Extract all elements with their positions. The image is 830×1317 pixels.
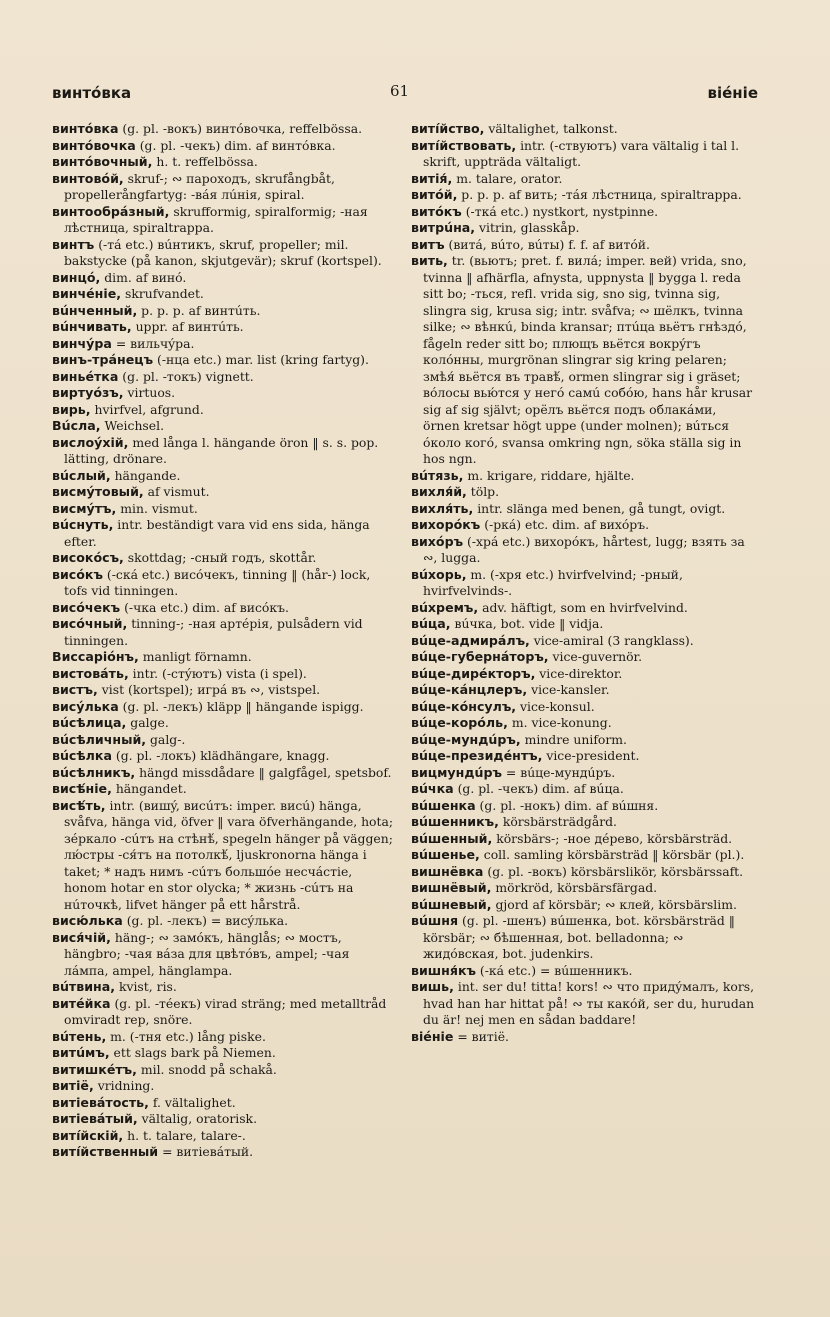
entry-definition: körsbärs-; -ное дéрево, körsbärsträd. [492,830,733,846]
dictionary-entry [52,1062,396,1079]
entry-definition: tinning-; -ная артéрія, pulsådern vid tinningen. [64,616,363,648]
dictionary-entry [411,517,755,534]
entry-headword: винтóвочка [52,137,136,153]
dictionary-entry [52,699,396,716]
entry-definition: vice-president. [542,748,640,763]
dictionary-entry [52,781,396,798]
entry-headword: вúхорь, [411,566,467,582]
dictionary-entry [52,121,396,138]
entry-definition: hvirfvel, afgrund. [90,401,204,417]
dictionary-entry [52,517,396,550]
entry-definition: manligt förnamn. [138,649,252,664]
entry-definition: tr. (вьютъ; pret. f. вилá; imper. вей) vrida, sno, tvinna ‖ afhärfla, afnysta, uppnysta ‖ bygga l. reda sitt bo; -ться, refl. vrida sig, sno sig, tvinna sig, slingra sig, krusa sig; intr. svåfva; ∾ шёлкъ, tvinna silke; ∾ вѣнкú, binda kransar; птúца вьётъ гнѣздó, fågeln reder sitt bo; плющъ вьётся вокрýгъ колóнны, murgrönan slingrar sig kring pelaren; змѣя́ вьётся въ травѣ́, ormen slingrar sig i gräset; вóлосы вью́тся у негó самú собóю, hans hår krusar sig af sig självt; орёлъ вьётся подъ облакáми, örnen kretsar högt uppe (under molnen); вúться óколо когó, svansa omkring ngn, söka ställa sig in hos ngn. [423,253,753,466]
entry-headword: висóчный, [52,616,128,631]
dictionary-entry [411,831,755,848]
dictionary-entry [411,649,755,666]
left-column [52,121,396,1161]
entry-headword: вúнченный, [52,302,138,318]
dictionary-entry [52,484,396,501]
dictionary-entry [52,171,396,204]
dictionary-entry [411,600,755,617]
entry-headword: витóкъ [411,203,462,219]
dictionary-entry [411,220,755,237]
dictionary-entry [52,666,396,683]
entry-headword: винчýра [52,335,112,351]
entry-definition: f. vältalighet. [148,1094,236,1110]
entry-definition: tölp. [466,484,500,499]
page-header [52,78,758,106]
entry-headword: вихля́ть, [411,500,474,516]
entry-definition: p. p. p. af винтúть. [137,302,261,318]
dictionary-entry [411,798,755,815]
entry-definition: m. vice-konung. [507,715,612,730]
entry-definition: hängd missdådare ‖ galgfågel, spetsbof. [135,764,392,780]
dictionary-entry [411,864,755,881]
entry-definition: (g. pl. -вокъ) körsbärslikör, körsbärssaft. [483,863,744,879]
entry-headword: витíйствовать, [411,137,517,153]
entry-definition: m. krigare, riddare, hjälte. [463,467,635,483]
entry-headword: вúце-кáнцлеръ, [411,682,528,697]
entry-definition: uppr. af винтúть. [131,319,244,334]
entry-definition: vice-amiral (3 rangklass). [529,632,694,648]
dictionary-entry [52,1144,396,1161]
dictionary-entry [411,781,755,798]
entry-headword: вúце-губернáторъ, [411,649,549,664]
entry-headword: Виссаріóнъ, [52,649,139,664]
dictionary-entry [52,682,396,699]
entry-headword: вúсѣлка [52,748,112,763]
dictionary-entry [52,1111,396,1128]
entry-definition: coll. samling körsbärsträd ‖ körsbär (pl.). [479,847,745,862]
entry-headword: витрúна, [411,220,476,235]
dictionary-entry [52,1029,396,1046]
entry-headword: виртуóзъ, [52,385,124,400]
dictionary-entry [411,468,755,485]
dictionary-entry [52,1078,396,1095]
entry-definition: вúчка, bot. vide ‖ vidja. [450,616,604,631]
entry-definition: mörkröd, körsbärsfärgad. [491,880,658,895]
entry-headword: винтовóй, [52,170,124,186]
entry-headword: витúмъ, [52,1045,110,1060]
entry-headword: винъ-трáнецъ [52,352,154,367]
entry-definition: = вильчýра. [111,335,195,351]
entry-definition: = вúце-мундúръ. [501,764,616,780]
dictionary-entry [411,237,755,254]
dictionary-entry [52,385,396,402]
dictionary-entry [411,171,755,188]
entry-headword: вить, [411,253,448,268]
entry-headword: витóй, [411,187,458,202]
dictionary-entry [52,154,396,171]
entry-definition: h. t. talare, talare-. [123,1127,246,1143]
entry-definition: skottdag; -сный годъ, skottår. [123,550,317,565]
entry-definition: skrufvandet. [121,286,204,301]
entry-definition: skrufformig, spiralformig; -ная лѣстница, spiraltrappa. [64,203,368,235]
entry-definition: vältalig, oratorisk. [137,1111,258,1126]
entry-headword: витіевáтый, [52,1111,138,1126]
entry-headword: вúце-корóль, [411,715,508,730]
entry-headword: винтóвочный, [52,154,153,169]
entry-headword: вúшенка [411,797,476,813]
entry-headword: вихóръ [411,533,464,549]
entry-headword: вися́чій, [52,929,111,945]
entry-definition: vitrin, glasskåp. [475,220,580,235]
entry-headword: вистовáть, [52,665,129,681]
entry-headword: Вúсла, [52,418,101,433]
entry-headword: вицмундúръ [411,764,502,780]
dictionary-entry [52,369,396,386]
entry-headword: витія́, [411,170,453,186]
entry-definition: vältalighet, talkonst. [484,121,618,136]
entry-headword: вúтвина, [52,979,116,994]
entry-headword: вúшневый, [411,896,492,912]
header-right-guide-word: віéніе [707,84,758,102]
entry-definition: (-хрá etc.) вихорóкъ, hårtest, lugg; взять за ∾, lugga. [423,533,745,565]
entry-headword: вистъ, [52,682,98,697]
dictionary-entry [411,121,755,138]
dictionary-entry [411,732,755,749]
entry-definition: intr. (-ствуютъ) vara vältalig i tal l. skrift, uppträda vältaligt. [423,137,740,169]
dictionary-entry [52,418,396,435]
entry-headword: вúшня [411,913,459,928]
dictionary-entry [52,270,396,287]
entry-definition: (g. pl. -лекъ) = висýлька. [122,913,289,928]
dictionary-entry [52,352,396,369]
entry-definition: af vismut. [143,484,210,499]
entry-headword: вúсѣлица, [52,715,127,730]
entry-definition: vice-direktor. [535,665,623,681]
dictionary-entry [52,996,396,1029]
dictionary-entry [411,633,755,650]
entry-headword: вислоýхій, [52,434,129,450]
entry-headword: вúце-мундúръ, [411,731,521,747]
dictionary-entry [52,303,396,320]
entry-definition: m. (-хря etc.) hvirfvelvind; -рный, hvirfvelvinds-. [423,566,683,598]
entry-definition: (g. pl. -нокъ) dim. af вúшня. [475,797,659,813]
entry-headword: винтообрáзный, [52,203,170,219]
entry-definition: dim. af винó. [100,269,187,285]
entry-definition: vist (kortspel); игрá въ ∾, vistspel. [97,682,321,697]
entry-definition: (g. pl. -чекъ) dim. af винтóвка. [135,137,336,153]
entry-definition: mil. snodd på schakå. [136,1061,277,1077]
entry-definition: hängandet. [111,781,187,796]
dictionary-entry [411,963,755,980]
dictionary-entry [411,979,755,1029]
entry-headword: витъ [411,236,445,252]
entry-definition: vridning. [93,1078,155,1093]
entry-definition: (-тá etc.) вúнтикъ, skruf, propeller; mil. bakstycke (på kanon, skjutgevär); skruf (kortspel). [64,236,382,268]
entry-definition: hängande. [110,467,181,483]
dictionary-entry [411,501,755,518]
dictionary-entry [411,814,755,831]
right-column [411,121,755,1045]
entry-definition: (-чка etc.) dim. af висóкъ. [120,599,289,615]
entry-headword: витіё, [52,1078,94,1093]
dictionary-entry [411,765,755,782]
entry-definition: (g. pl. -тéекъ) virad sträng; med metalltråd omviradt rep, snöre. [64,995,387,1027]
entry-headword: вишнёвый, [411,880,492,895]
dictionary-entry [411,616,755,633]
entry-definition: ett slags bark på Niemen. [109,1045,276,1060]
entry-headword: вúшенный, [411,830,493,846]
entry-headword: вúснуть, [52,517,114,532]
entry-headword: вишь, [411,979,454,994]
entry-headword: вúсѣлникъ, [52,764,136,780]
entry-definition: gjord af körsbär; ∾ клей, körsbärslim. [491,896,737,912]
dictionary-entry [411,138,755,171]
entry-definition: intr. slänga med benen, gå tungt, ovigt. [473,500,726,516]
dictionary-entry [411,666,755,683]
entry-headword: витíйскій, [52,1127,124,1143]
entry-definition: (g. pl. -чекъ) dim. af вúца. [453,781,624,796]
entry-headword: вúхремъ, [411,599,479,615]
entry-definition: intr. (вишý, висúтъ: imper. висú) hänga, svåfva, hänga vid, öfver ‖ vara öfverhängande, hota; зéркало -сúтъ на стѣнѣ́, spegeln hänger på väggen; лю́стры -ся́тъ на потолкѣ́, ljuskronorna hänga i taket; * надъ нимъ -сúтъ большóе несчáстіе, honom hotar en stor olycka; * жизнь -сúтъ на нúточкѣ, lifvet hänger på ett hårstrå. [64,797,394,912]
entry-headword: вирь, [52,401,91,417]
entry-definition: int. ser du! titta! kors! ∾ что придýмалъ, kors, hvad han har hittat på! ∾ ты какóй, ser du, hurudan du är! nej men en sådan baddare! [423,979,755,1027]
dictionary-entry [411,187,755,204]
entry-definition: (-нца etc.) mar. list (kring fartyg). [153,352,369,367]
dictionary-entry [52,1045,396,1062]
dictionary-entry [52,798,396,914]
dictionary-entry [52,1128,396,1145]
entry-definition: adv. häftigt, som en hvirfvelvind. [478,599,688,615]
dictionary-entry [52,715,396,732]
dictionary-entry [52,649,396,666]
entry-definition: häng-; ∾ замóкъ, hänglås; ∾ мостъ, hängbro; -чая вáза для цвѣтóвъ, ampel; -чая лáмпа, ampel, hänglampa. [64,929,350,978]
dictionary-entry [411,1029,755,1046]
entry-definition: (g. pl. -токъ) vignett. [118,368,254,384]
entry-definition: mindre uniform. [520,731,627,747]
entry-headword: висѣ́ніе, [52,781,112,796]
entry-headword: вúтязь, [411,467,464,483]
entry-definition: (-скá etc.) висóчекъ, tinning ‖ (hår-) lock, tofs vid tinningen. [64,566,371,598]
entry-headword: висóкъ [52,566,103,582]
entry-headword: висóчекъ [52,599,121,615]
dictionary-entry [52,600,396,617]
entry-headword: вúце-адмирáлъ, [411,632,530,648]
dictionary-entry [52,286,396,303]
entry-definition: p. p. p. af вить; -тáя лѣстница, spiraltrappa. [457,187,742,202]
entry-definition: galge. [126,715,169,730]
entry-definition: körsbärsträdgård. [498,814,617,829]
entry-headword: вúсѣличный, [52,731,147,747]
entry-definition: (-ркá) etc. dim. af вихóръ. [480,517,650,532]
entry-definition: (-кá etc.) = вúшенникъ. [475,962,633,978]
entry-headword: вишнёвка [411,863,484,879]
dictionary-entry [52,468,396,485]
header-left-guide-word: винтóвка [52,84,132,102]
dictionary-entry [411,253,755,468]
dictionary-entry [411,682,755,699]
dictionary-entry [52,979,396,996]
dictionary-entry [52,501,396,518]
entry-headword: вúтень, [52,1028,107,1044]
entry-definition: (g. pl. -вокъ) винтóвочка, reffelbössa. [118,121,363,136]
dictionary-entry [411,880,755,897]
entry-definition: intr. beständigt vara vid ens sida, hänga efter. [64,517,370,549]
dictionary-entry [52,765,396,782]
entry-definition: (витá, вúто, вúты) f. f. af витóй. [444,236,650,252]
entry-headword: витíйственный [52,1144,159,1159]
entry-headword: вúчка [411,781,454,796]
dictionary-entry [52,748,396,765]
entry-headword: витíйство, [411,121,485,136]
dictionary-entry [411,204,755,221]
entry-definition: (g. pl. -шенъ) вúшенка, bot. körsbärsträd ‖ körsbär; ∾ бѣшенная, bot. belladonna; ∾ жидóвская, bot. judenkirs. [423,913,735,961]
entry-definition: vice-konsul. [516,698,595,714]
dictionary-entry [52,435,396,468]
dictionary-entry [52,913,396,930]
entry-definition: m. (-тня etc.) lång piske. [106,1028,266,1044]
dictionary-entry [52,732,396,749]
entry-headword: висю́лька [52,913,123,928]
entry-headword: висмýтъ, [52,500,117,516]
entry-headword: вúнчивать, [52,319,132,334]
entry-headword: вúце-кóнсулъ, [411,698,517,714]
entry-headword: вúце-дирéкторъ, [411,665,536,681]
entry-definition: (-ткá etc.) nystkort, nystpinne. [461,203,659,219]
dictionary-entry [52,336,396,353]
entry-headword: витéйка [52,995,111,1011]
entry-headword: вихорóкъ [411,517,481,532]
entry-definition: vice-guvernör. [548,649,643,664]
dictionary-entry [411,567,755,600]
dictionary-entry [411,715,755,732]
dictionary-entry [411,534,755,567]
entry-definition: (g. pl. -лекъ) kläpp ‖ hängande ispigg. [118,698,364,714]
entry-definition: skruf-; ∾ пароходъ, skrufångbåt, propellerångfartyg: -вáя лúнія, spiral. [64,170,335,202]
entry-definition: galg-. [146,731,186,747]
entry-headword: вúшенникъ, [411,814,499,829]
entry-definition: h. t. reffelbössa. [152,154,258,169]
dictionary-entry [411,748,755,765]
entry-headword: вúслый, [52,467,111,483]
entry-headword: винчéніе, [52,286,122,301]
entry-definition: = витіё. [453,1028,509,1044]
entry-headword: виньéтка [52,368,119,384]
dictionary-entry [411,913,755,963]
entry-definition: vice-kansler. [527,682,610,697]
entry-definition: (g. pl. -локъ) klädhängare, knagg. [111,748,330,763]
entry-definition: min. vismut. [116,500,198,516]
entry-definition: virtuos. [123,385,176,400]
dictionary-entry [411,484,755,501]
dictionary-entry [52,138,396,155]
dictionary-entry [52,237,396,270]
dictionary-entry [52,616,396,649]
entry-headword: вишня́къ [411,962,476,978]
entry-headword: вúшенье, [411,847,480,862]
page-number: 61 [390,82,410,100]
entry-definition: = витіевáтый. [158,1144,254,1159]
dictionary-entry [411,699,755,716]
entry-definition: kvist, ris. [115,979,177,994]
dictionary-entry [52,204,396,237]
dictionary-entry [411,897,755,914]
entry-headword: вихля́й, [411,484,467,499]
entry-definition: Weichsel. [100,418,165,433]
entry-headword: витіевáтость, [52,1094,149,1110]
dictionary-entry [52,402,396,419]
entry-headword: винцó, [52,269,101,285]
dictionary-entry [411,847,755,864]
entry-definition: med långa l. hängande öron ‖ s. s. pop. lätting, drönare. [64,434,379,466]
dictionary-entry [52,550,396,567]
entry-definition: intr. (-стýютъ) vista (i spel). [128,665,307,681]
entry-headword: витишкéтъ, [52,1061,137,1077]
entry-headword: вúца, [411,616,451,631]
dictionary-entry [52,319,396,336]
dictionary-entry [52,1095,396,1112]
dictionary-entry [52,567,396,600]
entry-headword: висмýтовый, [52,484,144,499]
entry-headword: вúце-президéнтъ, [411,748,543,763]
entry-headword: винтъ [52,236,95,252]
entry-headword: висѣ́ть, [52,797,106,813]
entry-headword: віéніе [411,1028,454,1044]
entry-headword: високóсъ, [52,550,124,565]
entry-headword: висýлька [52,698,119,714]
entry-headword: винтóвка [52,121,119,136]
dictionary-entry [52,930,396,980]
entry-definition: m. talare, orator. [452,170,563,186]
